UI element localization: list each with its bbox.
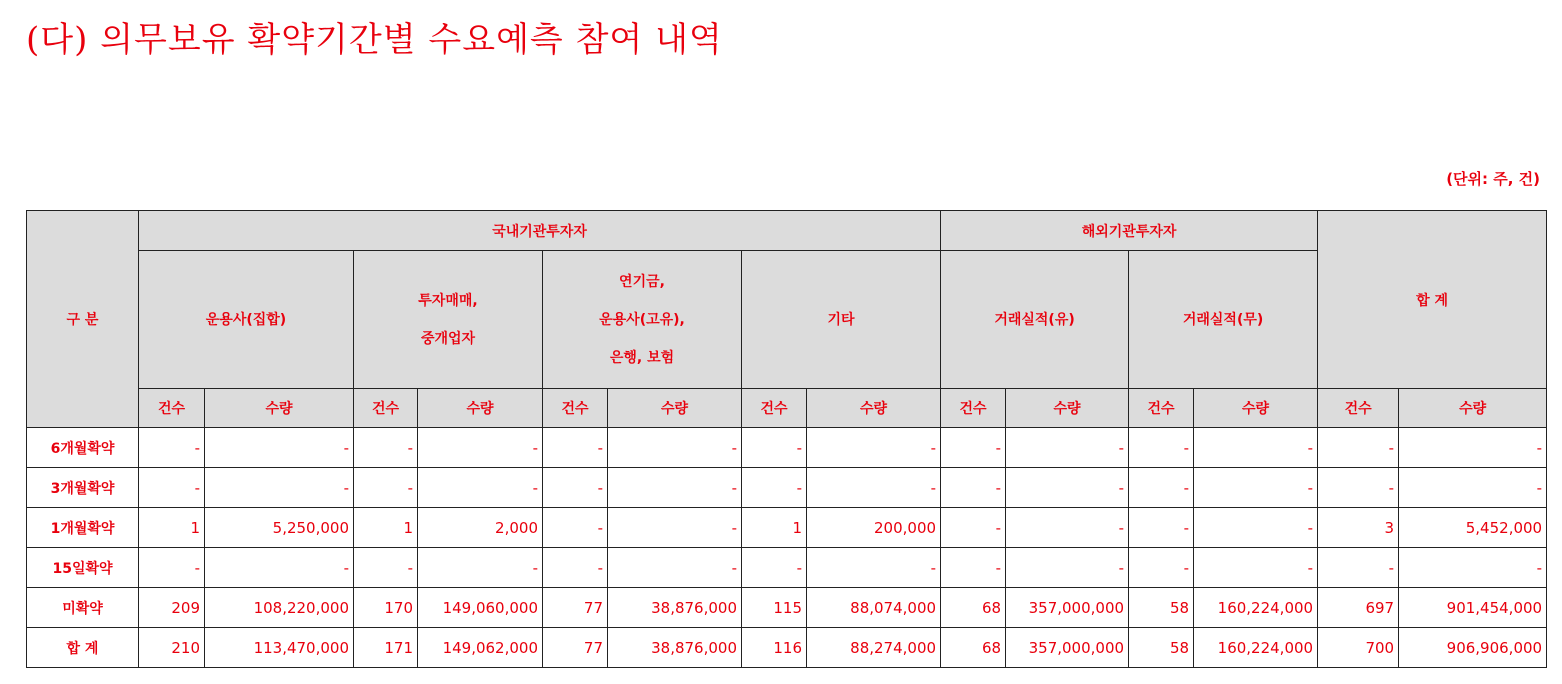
header-domestic: 국내기관투자자 (139, 211, 941, 251)
row-label: 합 계 (27, 628, 139, 668)
count-cell: 1 (742, 508, 807, 548)
header-line: 거래실적(유) (994, 311, 1075, 328)
qty-cell: - (1194, 468, 1318, 508)
qty-cell: - (1399, 428, 1547, 468)
header-group-other (742, 251, 941, 389)
count-cell: - (1129, 468, 1194, 508)
header-count: 건수 (1129, 389, 1194, 428)
count-cell: 58 (1129, 588, 1194, 628)
count-cell: - (1129, 548, 1194, 588)
count-cell: - (742, 548, 807, 588)
count-cell: 3 (1318, 508, 1399, 548)
header-line: 은행, 보험 (609, 349, 675, 366)
count-cell: - (1318, 468, 1399, 508)
header-qty: 수량 (807, 389, 941, 428)
count-cell: 700 (1318, 628, 1399, 668)
qty-cell: - (1194, 508, 1318, 548)
count-cell: 1 (139, 508, 205, 548)
qty-cell: 88,074,000 (807, 588, 941, 628)
count-cell: 170 (354, 588, 418, 628)
qty-cell: - (205, 468, 354, 508)
header-line: 투자매매, (418, 292, 478, 309)
count-cell: - (543, 428, 608, 468)
count-cell: - (354, 468, 418, 508)
count-cell: 171 (354, 628, 418, 668)
qty-cell: 357,000,000 (1006, 628, 1129, 668)
qty-cell: 38,876,000 (608, 588, 742, 628)
header-count: 건수 (941, 389, 1006, 428)
header-group-foreign-no-record (1129, 251, 1318, 389)
count-cell: - (543, 548, 608, 588)
qty-cell: 357,000,000 (1006, 588, 1129, 628)
table-row (27, 548, 1547, 588)
count-cell: 115 (742, 588, 807, 628)
header-group-brokers (354, 251, 543, 389)
header-qty: 수량 (418, 389, 543, 428)
count-cell: 68 (941, 628, 1006, 668)
count-cell: - (941, 468, 1006, 508)
unit-label: (단위: 주, 건) (1446, 170, 1540, 188)
count-cell: - (139, 428, 205, 468)
header-line: 기타 (827, 311, 855, 328)
qty-cell: 149,062,000 (418, 628, 543, 668)
qty-cell: - (418, 468, 543, 508)
header-line: 연기금, (619, 273, 665, 290)
count-cell: - (941, 548, 1006, 588)
header-line: 운용사(집합) (205, 311, 287, 328)
header-foreign: 해외기관투자자 (941, 211, 1318, 251)
row-label: 3개월확약 (27, 468, 139, 508)
qty-cell: - (205, 548, 354, 588)
count-cell: 116 (742, 628, 807, 668)
header-group-foreign-with-record (941, 251, 1129, 389)
header-qty: 수량 (205, 389, 354, 428)
header-total: 합 계 (1318, 211, 1547, 389)
qty-cell: - (608, 468, 742, 508)
header-qty: 수량 (1006, 389, 1129, 428)
header-line: 중개업자 (420, 330, 476, 347)
count-cell: - (941, 508, 1006, 548)
count-cell: 77 (543, 588, 608, 628)
qty-cell: 2,000 (418, 508, 543, 548)
header-qty: 수량 (1399, 389, 1547, 428)
count-cell: - (354, 428, 418, 468)
qty-cell: - (418, 548, 543, 588)
qty-cell: 901,454,000 (1399, 588, 1547, 628)
header-line: 거래실적(무) (1182, 311, 1264, 328)
count-cell: 58 (1129, 628, 1194, 668)
header-qty: 수량 (1194, 389, 1318, 428)
count-cell: - (139, 468, 205, 508)
table-body (27, 428, 1547, 668)
count-cell: 209 (139, 588, 205, 628)
qty-cell: - (418, 428, 543, 468)
qty-cell: - (1006, 508, 1129, 548)
qty-cell: 113,470,000 (205, 628, 354, 668)
count-cell: - (742, 428, 807, 468)
qty-cell: 160,224,000 (1194, 588, 1318, 628)
count-cell: - (742, 468, 807, 508)
qty-cell: 38,876,000 (608, 628, 742, 668)
count-cell: - (543, 508, 608, 548)
count-cell: - (1129, 508, 1194, 548)
count-cell: - (1318, 548, 1399, 588)
count-cell: - (1129, 428, 1194, 468)
header-count: 건수 (1318, 389, 1399, 428)
qty-cell: - (1194, 548, 1318, 588)
header-group-pension (543, 251, 742, 389)
qty-cell: - (205, 428, 354, 468)
qty-cell: 906,906,000 (1399, 628, 1547, 668)
table-row (27, 588, 1547, 628)
row-label: 6개월확약 (27, 428, 139, 468)
count-cell: - (543, 468, 608, 508)
header-group-asset-mgmt (139, 251, 354, 389)
lockup-table (26, 210, 1547, 668)
header-count: 건수 (354, 389, 418, 428)
count-cell: 77 (543, 628, 608, 668)
count-cell: 210 (139, 628, 205, 668)
count-cell: 68 (941, 588, 1006, 628)
qty-cell: 160,224,000 (1194, 628, 1318, 668)
header-qty: 수량 (608, 389, 742, 428)
count-cell: - (1318, 428, 1399, 468)
row-label: 미확약 (27, 588, 139, 628)
qty-cell: - (1006, 468, 1129, 508)
qty-cell: - (1006, 548, 1129, 588)
row-label: 15일확약 (27, 548, 139, 588)
table-row (27, 628, 1547, 668)
table-row (27, 468, 1547, 508)
header-count: 건수 (139, 389, 205, 428)
count-cell: 697 (1318, 588, 1399, 628)
qty-cell: 200,000 (807, 508, 941, 548)
table-row (27, 428, 1547, 468)
qty-cell: - (1399, 548, 1547, 588)
page-title: (다) 의무보유 확약기간별 수요예측 참여 내역 (26, 20, 723, 60)
header-category: 구 분 (27, 211, 139, 428)
count-cell: - (941, 428, 1006, 468)
qty-cell: - (608, 508, 742, 548)
count-cell: - (139, 548, 205, 588)
qty-cell: 108,220,000 (205, 588, 354, 628)
qty-cell: 149,060,000 (418, 588, 543, 628)
qty-cell: - (608, 428, 742, 468)
qty-cell: 5,452,000 (1399, 508, 1547, 548)
count-cell: - (354, 548, 418, 588)
qty-cell: - (807, 428, 941, 468)
qty-cell: - (1399, 468, 1547, 508)
qty-cell: 88,274,000 (807, 628, 941, 668)
qty-cell: - (807, 468, 941, 508)
row-label: 1개월확약 (27, 508, 139, 548)
header-line: 운용사(고유), (599, 311, 685, 328)
qty-cell: - (807, 548, 941, 588)
qty-cell: - (608, 548, 742, 588)
header-count: 건수 (742, 389, 807, 428)
qty-cell: - (1006, 428, 1129, 468)
table-row (27, 508, 1547, 548)
count-cell: 1 (354, 508, 418, 548)
qty-cell: - (1194, 428, 1318, 468)
qty-cell: 5,250,000 (205, 508, 354, 548)
header-count: 건수 (543, 389, 608, 428)
